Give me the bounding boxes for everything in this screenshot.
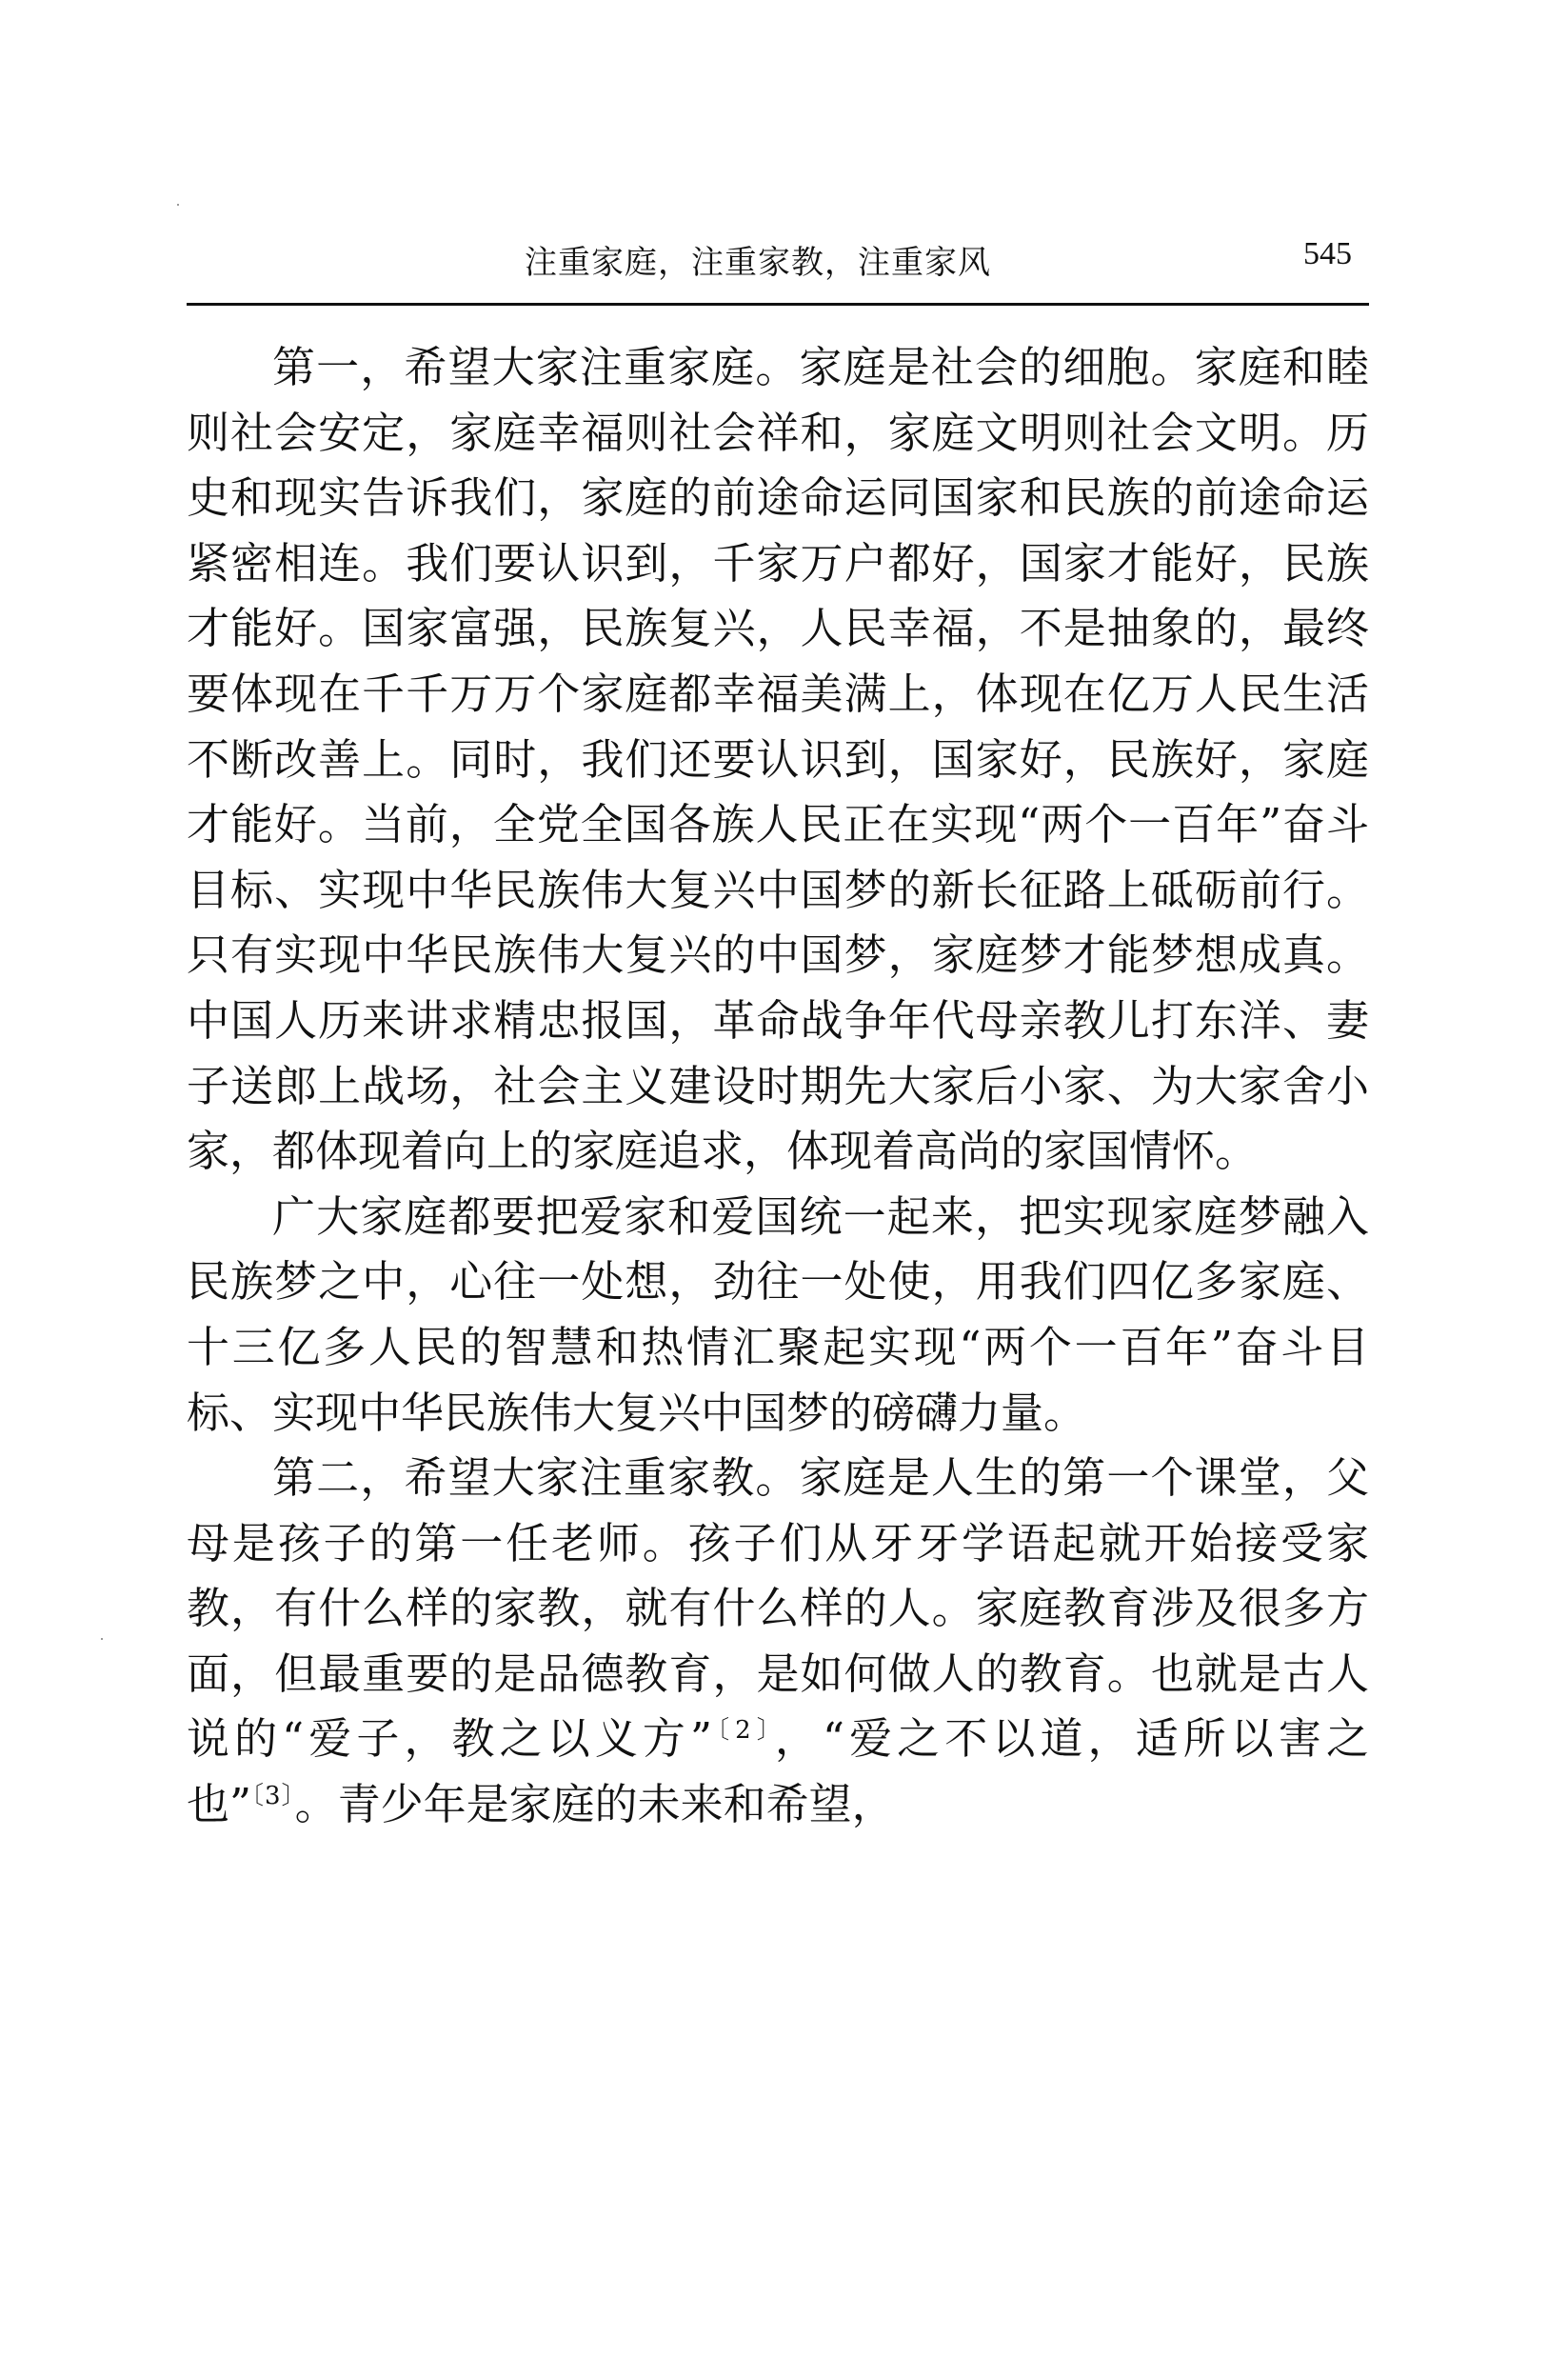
paragraph-3-text-c: 。青少年是家庭的未来和希望，	[294, 1779, 895, 1830]
scan-speck	[101, 1638, 103, 1640]
footnote-ref-2: 〔2〕	[712, 1716, 775, 1746]
scan-speck	[177, 204, 179, 206]
running-title: 注重家庭，注重家教，注重家风	[525, 244, 991, 282]
paragraph-2: 广大家庭都要把爱家和爱国统一起来，把实现家庭梦融入民族梦之中，心往一处想，劲往一处使，用我们四亿多家庭、十三亿多人民的智慧和热情汇聚起实现“两个一百年”奋斗目标、实现中华民族伟大复兴中国梦的磅礴力量。	[187, 1190, 1369, 1438]
paragraph-3-text-a: 第二，希望大家注重家教。家庭是人生的第一个课堂，父母是孩子的第一任老师。孩子们从牙牙学语起就开始接受家教，有什么样的家教，就有什么样的人。家庭教育涉及很多方面，但最重要的是品德教育，是如何做人的教育。也就是古人说的“爱子，教之以义方”	[187, 1452, 1369, 1765]
paragraph-3	[187, 1446, 1369, 1838]
page-header	[187, 236, 1369, 305]
footnote-ref-3: 〔3〕	[251, 1782, 295, 1811]
body-text	[187, 335, 1369, 1838]
paragraph-1: 第一，希望大家注重家庭。家庭是社会的细胞。家庭和睦则社会安定，家庭幸福则社会祥和，家庭文明则社会文明。历史和现实告诉我们，家庭的前途命运同国家和民族的前途命运紧密相连。我们要认识到，千家万户都好，国家才能好，民族才能好。国家富强，民族复兴，人民幸福，不是抽象的，最终要体现在千千万万个家庭都幸福美满上，体现在亿万人民生活不断改善上。同时，我们还要认识到，国家好，民族好，家庭才能好。当前，全党全国各族人民正在实现“两个一百年”奋斗目标、实现中华民族伟大复兴中国梦的新长征路上砥砺前行。只有实现中华民族伟大复兴的中国梦，家庭梦才能梦想成真。中国人历来讲求精忠报国，革命战争年代母亲教儿打东洋、妻子送郎上战场，社会主义建设时期先大家后小家、为大家舍小家，都体现着向上的家庭追求，体现着高尚的家国情怀。	[187, 342, 1369, 1177]
header-rule	[187, 303, 1369, 306]
page-number: 545	[1303, 236, 1352, 271]
paragraph-3-text-b: ，“爱之不以道，适所以害之也”	[187, 1713, 1369, 1830]
